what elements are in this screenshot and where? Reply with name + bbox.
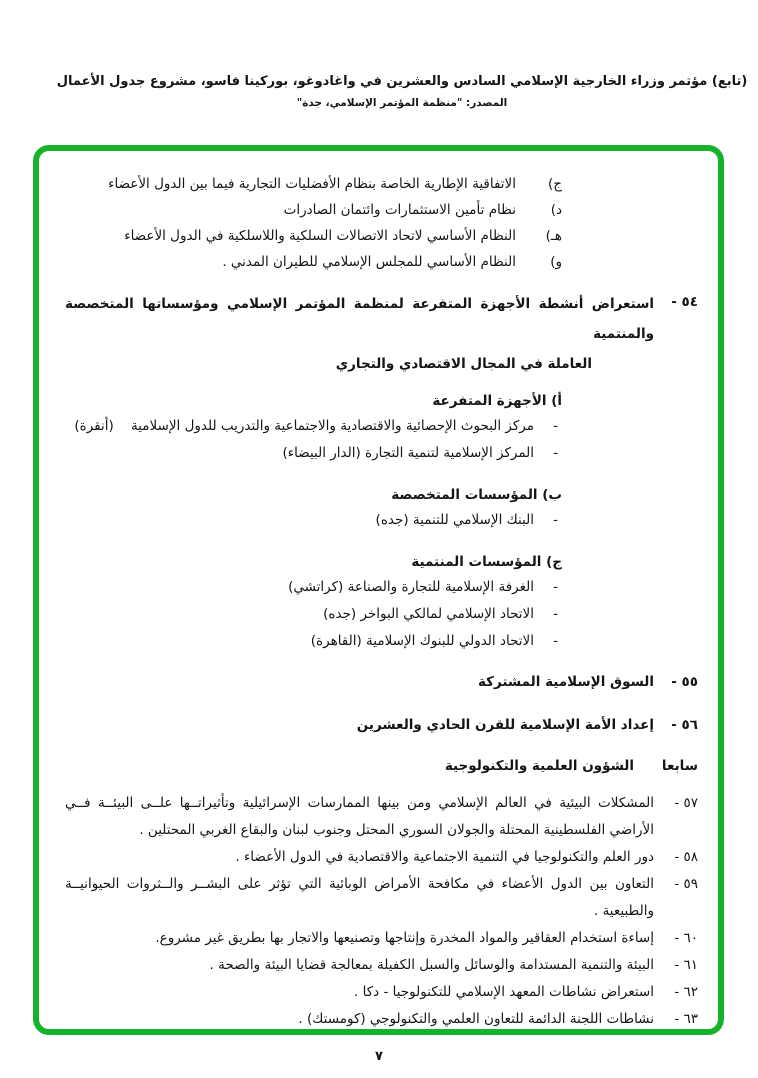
item-text-line: السوق الإسلامية المشتركة: [477, 674, 654, 690]
item-marker: ج): [548, 176, 562, 192]
item-text: [65, 790, 654, 844]
item-text: [65, 1006, 654, 1033]
bullet-dash: -: [553, 633, 558, 649]
item-text: النظام الأساسي لاتحاد الاتصالات السلكية واللاسلكية في الدول الأعضاء: [124, 228, 516, 244]
item-text-line: دور العلم والتكنولوجيا في التنمية الاجتماعية والاقتصادية في الدول الأعضاء .: [235, 849, 654, 865]
item-text-line: إساءة استخدام العقاقير والمواد المخدرة وإنتاجها وتصنيعها والاتجار بها بطريق غير مشروع.: [155, 930, 654, 946]
item-text: [65, 979, 654, 1006]
bullet-text: مركز البحوث الإحصائية والاقتصادية والاجتماعية والتدريب للدول الإسلامية (أنقرة): [74, 418, 534, 434]
agenda-item-54: [65, 289, 698, 379]
item-text: [65, 712, 654, 739]
agenda-item: [65, 925, 698, 952]
org-section: [65, 550, 698, 655]
agenda-item-56: [65, 712, 698, 739]
bullet-item: [65, 601, 698, 628]
item-number: ٥٥ -: [671, 674, 698, 690]
item-text: [65, 925, 654, 952]
lettered-list: [65, 171, 698, 275]
bullet-text: المركز الإسلامية لتنمية التجارة (الدار البيضاء): [282, 445, 534, 461]
org-sections: [65, 389, 698, 655]
item-number: ٥٤ -: [671, 294, 698, 310]
agenda-item: [65, 844, 698, 871]
bullet-text: الغرفة الإسلامية للتجارة والصناعة (كراتشي): [288, 579, 534, 595]
item-number: ٦٠ -: [674, 930, 698, 946]
bullet-dash: -: [553, 579, 558, 595]
bullet-text: الاتحاد الإسلامي لمالكي البواخر (جده): [323, 606, 534, 622]
item-text-line: العاملة في المجال الاقتصادي والتجاري: [335, 356, 592, 372]
item-text: [65, 844, 654, 871]
bullet-list: [65, 413, 698, 467]
header-source: المصدر: "منظمة المؤتمر الإسلامي، جدة": [296, 97, 508, 109]
bullet-list: [65, 574, 698, 655]
agenda-item: [65, 871, 698, 925]
section-title: [65, 753, 634, 780]
item-text: [65, 952, 654, 979]
agenda-item: [65, 1006, 698, 1033]
section-heading: ب) المؤسسات المتخصصة: [391, 487, 562, 503]
item-text-line: المشكلات البيئية في العالم الإسلامي ومن بينها الممارسات الإسرائيلية وتأثيراتــها علــى البيئــة فــي: [65, 795, 654, 811]
item-text: [65, 669, 654, 696]
item-text: الاتفاقية الإطارية الخاصة بنظام الأفضليات التجارية فيما بين الدول الأعضاء: [108, 176, 516, 192]
bullet-item: [65, 440, 698, 467]
bullet-dash: -: [553, 418, 558, 434]
lettered-item: [65, 249, 698, 275]
item-marker: و): [550, 254, 562, 270]
section-heading: أ) الأجهزة المتفرعة: [432, 393, 562, 409]
item-text: [65, 871, 654, 925]
item-number: ٥٧ -: [674, 795, 698, 811]
org-section: [65, 483, 698, 534]
item-text: النظام الأساسي للمجلس الإسلامي للطيران المدني .: [222, 254, 516, 270]
item-text-line: التعاون بين الدول الأعضاء في مكافحة الأمراض الوبائية التي تؤثر على البشــر والــثروات الحيوانيــة: [65, 876, 654, 892]
item-text: نظام تأمين الاستثمارات وائتمان الصادرات: [283, 202, 516, 218]
item-marker: هـ): [545, 228, 562, 244]
section-heading: ج) المؤسسات المنتمية: [411, 554, 562, 570]
section-seven-heading: [65, 753, 698, 780]
content-frame: [33, 145, 724, 1035]
bullet-list: [65, 507, 698, 534]
item-text-line: استعراض نشاطات المعهد الإسلامي للتكنولوجيا - دكا .: [354, 984, 654, 1000]
item-number: ٥٦ -: [671, 717, 698, 733]
bullet-dash: -: [553, 606, 558, 622]
item-marker: د): [550, 202, 562, 218]
bullet-item: [65, 413, 698, 440]
agenda-item-55: [65, 669, 698, 696]
item-text-line: نشاطات اللجنة الدائمة للتعاون العلمي والتكنولوجي (كومستك) .: [298, 1011, 654, 1027]
item-text: [65, 289, 654, 379]
agenda-item: [65, 790, 698, 844]
bullet-dash: -: [553, 445, 558, 461]
section-title-text: الشؤون العلمية والتكنولوجية: [444, 758, 634, 774]
item-text-line: استعراض أنشطة الأجهزة المتفرعة لمنظمة المؤتمر الإسلامي ومؤسساتها المتخصصة والمنتمية: [65, 296, 654, 342]
bullet-text: البنك الإسلامي للتنمية (جده): [375, 512, 534, 528]
item-text-line: البيئة والتنمية المستدامة والوسائل والسبل الكفيلة بمعالجة قضايا البيئة والصحة .: [209, 957, 654, 973]
section-marker: سابعا: [661, 758, 698, 774]
item-number: ٦٢ -: [674, 984, 698, 1000]
item-text-line: إعداد الأمة الإسلامية للقرن الحادي والعشرين: [356, 717, 654, 733]
document-header: [23, 72, 758, 109]
item-number: ٥٨ -: [674, 849, 698, 865]
bullet-text: الاتحاد الدولي للبنوك الإسلامية (القاهرة): [310, 633, 534, 649]
page-number: ٧: [375, 1049, 383, 1064]
bullet-dash: -: [553, 512, 558, 528]
item-text-line: الأراضي الفلسطينية المحتلة والجولان السوري المحتل وجنوب لبنان والبقاع الغربي المحتلين .: [139, 822, 654, 838]
item-text-line: والطبيعية .: [593, 903, 654, 919]
agenda-item: [65, 979, 698, 1006]
org-section: [65, 389, 698, 467]
bullet-item: [65, 628, 698, 655]
bullet-item: [65, 507, 698, 534]
lettered-item: [65, 171, 698, 197]
bullet-item: [65, 574, 698, 601]
header-title: (تابع) مؤتمر وزراء الخارجية الإسلامي السادس والعشرين في واغادوغو، بوركينا فاسو، مشروع جدول الأعمال: [56, 74, 748, 89]
item-number: ٥٩ -: [674, 876, 698, 892]
agenda-item: [65, 952, 698, 979]
item-number: ٦١ -: [674, 957, 698, 973]
lettered-item: [65, 223, 698, 249]
lettered-item: [65, 197, 698, 223]
numbered-items: [65, 790, 698, 1033]
item-number: ٦٣ -: [674, 1011, 698, 1027]
